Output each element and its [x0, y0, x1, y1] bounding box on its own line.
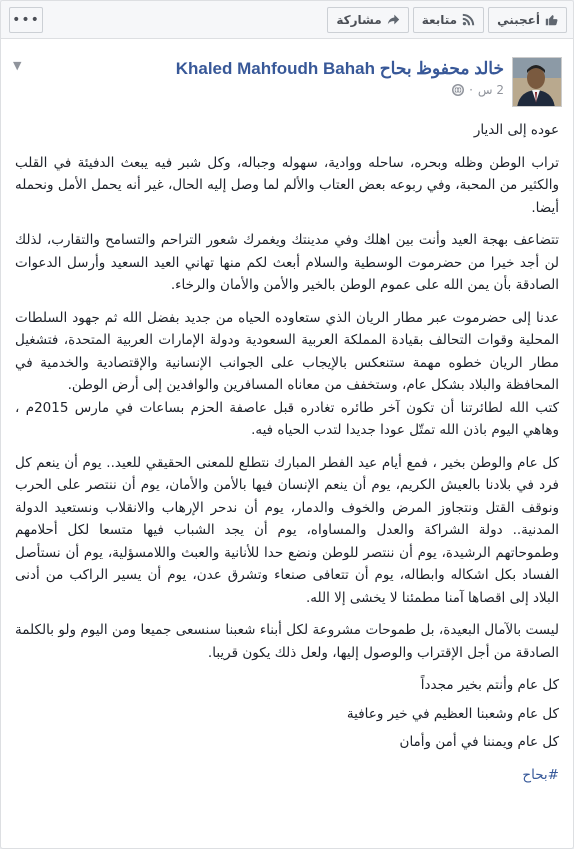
author-block [176, 57, 562, 107]
post-timestamp[interactable]: 2 س [477, 83, 504, 97]
hashtag-link[interactable]: #بحاح [522, 766, 559, 783]
author-name[interactable]: خالد محفوظ بحاح Khaled Mahfoudh Bahah [175, 59, 504, 78]
globe-icon [452, 84, 464, 96]
share-button[interactable] [327, 7, 408, 33]
author-meta [176, 57, 504, 97]
avatar-image [512, 58, 561, 107]
follow-label: متابعة [421, 12, 458, 27]
post-header [1, 39, 573, 107]
share-arrow-icon [387, 13, 400, 26]
post-heading: عوده إلى الديار [473, 122, 559, 138]
post-paragraph: تراب الوطن وظله وبحره، ساحله ووادية، سهوله وجباله، وكل شبر فيه يبعث الدفيئة في القلب والكثير من المحبة، وفي ربوعه بعض العتاب والألم لما وصل إليه الحال، غير أنه يحمل الأمل ونحمله أيضا. [15, 154, 559, 216]
like-label: أعجبني [497, 12, 540, 27]
post-subline [176, 83, 504, 97]
rss-icon [462, 13, 475, 26]
post-paragraph: تتضاعف بهجة العيد وأنت بين اهلك وفي مدينتك ويغمرك شعور التراحم والتسامح والتقارب، لذلك لن أجد خيرا من حضرموت الوسطية والسلام أبعث لكم منها تهاني العيد السعيد وأرسل الدعوات الصادقة بأن يمن الله على عموم الوطن بالخير والأمن والأمان والرخاء. [15, 232, 559, 293]
post-actions [327, 7, 567, 33]
avatar[interactable] [512, 57, 562, 107]
thumbs-up-icon [545, 13, 558, 26]
closing-line: كل عام وشعبنا العظيم في خير وعافية [346, 705, 559, 722]
follow-button[interactable] [413, 7, 484, 33]
chevron-down-icon[interactable]: ▼ [13, 59, 22, 72]
post-body [1, 107, 573, 786]
like-button[interactable] [488, 7, 567, 33]
separator-dot: · [469, 83, 473, 97]
post-action-bar [1, 1, 573, 39]
more-options-button[interactable]: ••• [9, 7, 43, 33]
closing-line: كل عام ويمننا في أمن وأمان [399, 734, 559, 750]
post-paragraph: كتب الله لطائرتنا أن تكون آخر طائره تغادره قبل عاصفة الحزم بساعات في مارس 2015م ، وهاهي اليوم باذن الله تمتّل عودا جديدا لتدب الحياه فيه. [15, 399, 560, 438]
share-label: مشاركة [336, 12, 382, 27]
post-paragraph: كل عام والوطن بخير ، فمع أيام عيد الفطر المبارك نتطلع للمعنى الحقيقي للعيد.. يوم أن ينعم كل فرد في بلادنا بالعيش الكريم، يوم أن ينعم الإنسان فيها بالأمن والأمان، يوم أن ننتصر على الحرب ونوقف القتل ونتجاوز المرض والخوف والدمار، يوم أن ندحر الإرهاب والانقلاب ونستعيد الدولة المدنية.. دولة الشراكة والعدل والمساواه، يوم أن يجد الشباب فيها متسعا لكل أحلامهم وطموحاتهم الرشيدة، يوم أن ننتصر للوطن ونضع حدا للأنانية والعبث واللامسؤلية، يوم أن نستأصل الفساد بكل اشكاله وابطاله، يوم أن تتعافى صنعاء وتشرق عدن، يوم أن يسير الراكب من أدنى البلاد إلى اقصاها آمنا مطمئنا لا يخشى إلا الله. [15, 454, 559, 606]
post-paragraph: ليست بالآمال البعيدة، بل طموحات مشروعة لكل أبناء شعبنا سنسعى جميعا ومن اليوم ولو بالكلمة الصادقة من أجل الإقتراب والوصول إليها، ولعل ذلك يكون قريبا. [15, 622, 559, 661]
post-paragraph: عدنا إلى حضرموت عبر مطار الريان الذي ستعاوده الحياه من جديد بفضل الله ثم جهود السلطات المحلية وقوات التحالف بقيادة المملكة العربية السعودية ودولة الإمارات العربية المتحدة، فتشغيل مطار الريان خطوه مهمة ستنعكس بالإيجاب على الجوانب الإنسانية والإقتصادية والخدمية في المحافظة والبلاد بشكل عام، وستخفف من معاناه المسافرين والوافدين إلى أرض الوطن. [15, 309, 559, 393]
closing-line: كل عام وأنتم بخير مجدداً [420, 677, 559, 693]
